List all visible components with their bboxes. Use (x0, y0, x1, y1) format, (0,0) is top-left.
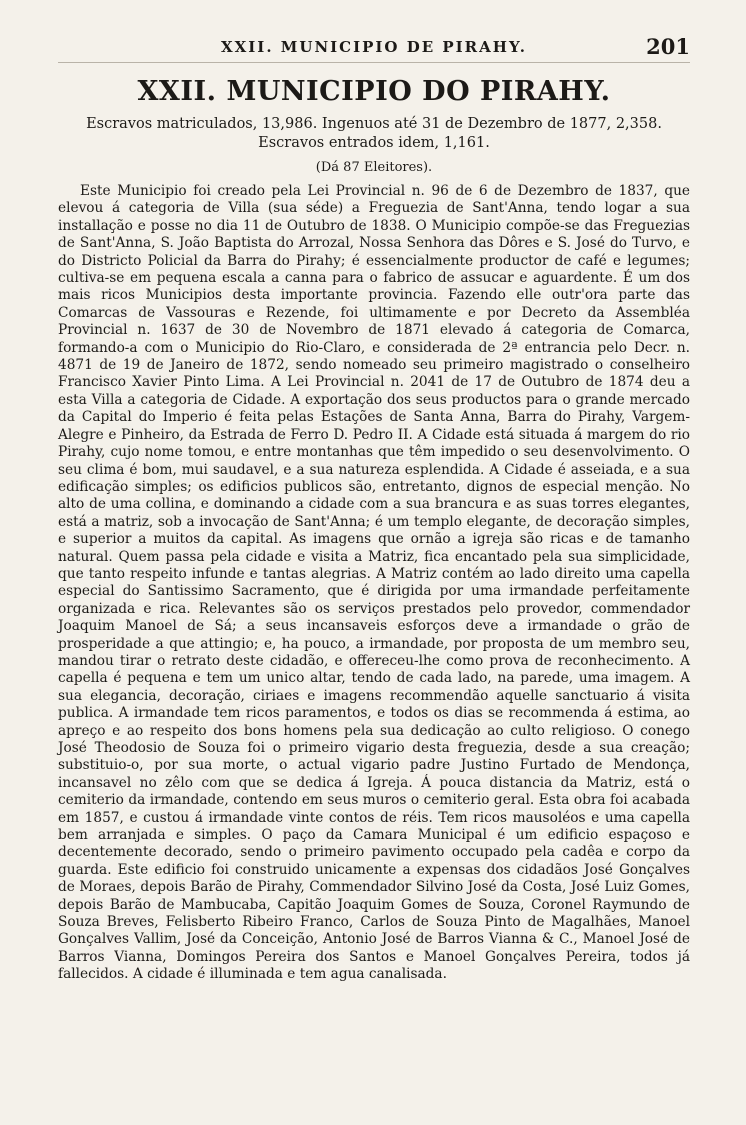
electors-note: (Dá 87 Eleitores). (315, 160, 433, 175)
slave-statistics: Escravos matriculados, 13,986. Ingenuos até 31 de Dezembro de 1877, 2,358. Escravos entrados idem, 1,161. (86, 116, 662, 151)
body-text (58, 183, 690, 984)
running-title: XXII. MUNICIPIO DE PIRAHY. (221, 38, 527, 56)
running-header (58, 36, 690, 63)
chapter-title: XXII. MUNICIPIO DO PIRAHY. (137, 76, 611, 107)
page-number: 201 (646, 34, 690, 59)
paragraph: Este Municipio foi creado pela Lei Provincial n. 96 de 6 de Dezembro de 1837, que elevou á categoria de Villa (sua séde) a Freguezia de Sant'Anna, tendo logar a sua installação e posse no dia 11 de Outubro de 1838. O Municipio compõe-se das Freguezias de Sant'Anna, S. João Baptista do Arrozal, Nossa Senhora das Dôres e S. José do Turvo, e do Districto Policial da Barra do Pirahy; é essencialmente productor de café e legumes; cultiva-se em pequena escala a canna para o fabrico de assucar e aguardente. É um dos mais ricos Municipios desta importante provincia. Fazendo elle outr'ora parte das Comarcas de Vassouras e Rezende, foi ultimamente e por Decreto da Assembléa Provincial n. 1637 de 30 de Novembro de 1871 elevado á categoria de Comarca, formando-a com o Municipio do Rio-Claro, e considerada de 2ª entrancia pelo Decr. n. 4871 de 19 de Janeiro de 1872, sendo nomeado seu primeiro magistrado o conselheiro Francisco Xavier Pinto Lima. A Lei Provincial n. 2041 de 17 de Outubro de 1874 deu a esta Villa a categoria de Cidade. A exportação dos seus productos para o grande mercado da Capital do Imperio é feita pelas Estações de Santa Anna, Barra do Pirahy, Vargem-Alegre e Pinheiro, da Estrada de Ferro D. Pedro II. A Cidade está situada á margem do rio Pirahy, cujo nome tomou, e entre montanhas que têm impedido o seu desenvolvimento. O seu clima é bom, mui saudavel, e a sua natureza esplendida. A Cidade é asseiada, e a sua edificação simples; os edificios publicos são, entretanto, dignos de especial menção. No alto de uma collina, e dominando a cidade com a sua brancura e as suas torres elegantes, está a matriz, sob a invocação de Sant'Anna; é um templo elegante, de decoração simples, e superior a muitos da capital. As imagens que ornão a igreja são ricas e de tamanho natural. Quem passa pela cidade e visita a Matriz, fica encantado pela sua simplicidade, que tanto respeito infunde e tantas alegrias. A Matriz contém ao lado direito uma capella especial do Santissimo Sacramento, que é dirigida por uma irmandade perfeitamente organizada e rica. Relevantes são os serviços prestados pelo provedor, commendador Joaquim Manoel de Sá; a seus incansaveis esforços deve a irmandade o grão de prosperidade a que attingio; e, ha pouco, a irmandade, por proposta de um membro seu, mandou tirar o retrato deste cidadão, e offereceu-lhe como prova de reconhecimento. A capella é pequena e tem um unico altar, tendo de cada lado, na parede, uma imagem. A sua elegancia, decoração, ciriaes e imagens recommendão aquelle sanctuario á visita publica. A irmandade tem ricos paramentos, e todos os dias se recommenda á estima, ao apreço e ao respeito dos bons homens pela sua dedicação ao culto religioso. O conego José Theodosio de Souza foi o primeiro vigario desta freguezia, desde a sua creação; substituio-o, por sua morte, o actual vigario padre Justino Furtado de Mendonça, incansavel no zêlo com que se dedica á Igreja. Á pouca distancia da Matriz, está o cemiterio da irmandade, contendo em seus muros o cemiterio geral. Esta obra foi acabada em 1857, e custou á irmandade vinte contos de réis. Tem ricos mausoléos e uma capella bem arranjada e simples. O paço da Camara Municipal é um edificio espaçoso e decentemente decorado, sendo o primeiro pavimento occupado pela cadêa e corpo da guarda. Este edificio foi construido unicamente a expensas dos cidadãos José Gonçalves de Moraes, depois Barão de Pirahy, Commendador Silvino José da Costa, José Luiz Gomes, depois Barão de Mambucaba, Capitão Joaquim Gomes de Souza, Coronel Raymundo de Souza Breves, Felisberto Ribeiro Franco, Carlos de Souza Pinto de Magalhães, Manoel Gonçalves Vallim, José da Conceição, Antonio José de Barros Vianna & C., Manoel José de Barros Vianna, Domingos Pereira dos Santos e Manoel Gonçalves Pereira, todos já fallecidos. A cidade é illuminada e tem agua canalisada. (58, 183, 690, 983)
